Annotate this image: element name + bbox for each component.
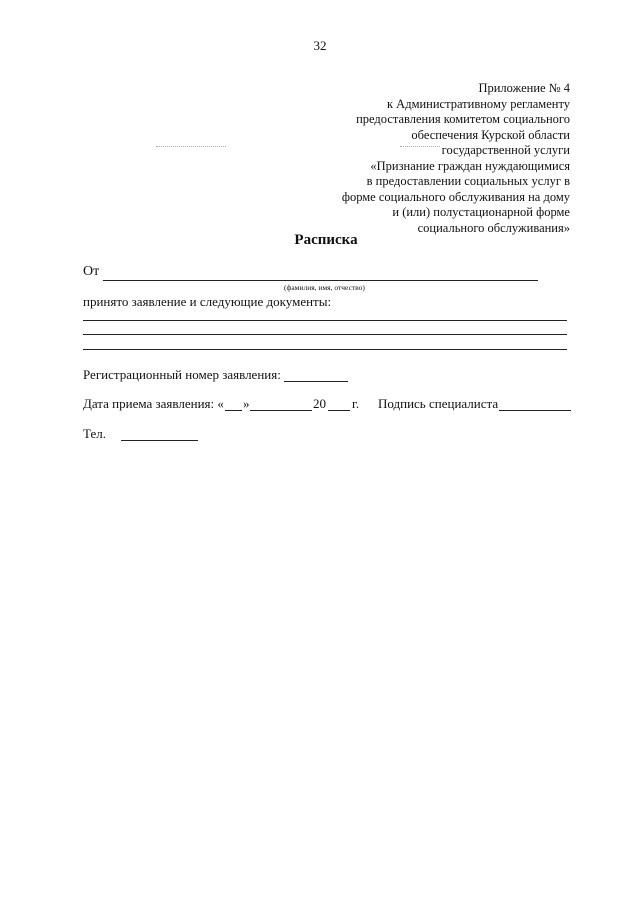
page-number: 32 [313,38,327,53]
date-label: Дата приема заявления: « [83,396,224,411]
from-name-field[interactable] [103,280,538,281]
appendix-line: обеспечения Курской области [411,127,570,142]
documents-line-1[interactable] [83,320,567,321]
date-year-field[interactable] [328,410,350,411]
from-hint: (фамилия, имя, отчество) [284,283,365,292]
appendix-header [310,81,570,236]
scan-artifact [400,146,440,147]
appendix-line: к Административному регламенту [386,96,570,111]
phone-field[interactable] [121,440,198,441]
from-label: От [83,264,100,279]
appendix-line: и (или) полустационарной форме [392,205,570,219]
reg-number-label: Регистрационный номер заявления: [83,367,281,382]
date-year-suffix: г. [352,396,360,411]
appendix-line: форме социального обслуживания на дому [341,189,570,204]
documents-line-2[interactable] [83,334,567,335]
document-title: Расписка [294,232,358,248]
documents-label: принято заявление и следующие документы: [83,294,332,309]
documents-line-3[interactable] [83,349,567,350]
signature-label: Подпись специалиста [378,396,499,411]
reg-number-field[interactable] [284,381,348,382]
date-day-field[interactable] [225,410,242,411]
date-month-field[interactable] [250,410,312,411]
appendix-line: «Признание граждан нуждающимися [370,158,570,173]
appendix-line: предоставления комитетом социального [356,112,570,126]
date-year-prefix: 20 [313,396,326,411]
appendix-line: Приложение № 4 [478,81,570,95]
appendix-line: государственной услуги [441,143,570,157]
date-quote-close: » [243,396,250,411]
phone-label: Тел. [83,426,106,441]
signature-field[interactable] [499,410,571,411]
scan-artifact [156,146,226,147]
appendix-line: в предоставлении социальных услуг в [366,174,570,188]
appendix-line: социального обслуживания» [417,220,570,235]
